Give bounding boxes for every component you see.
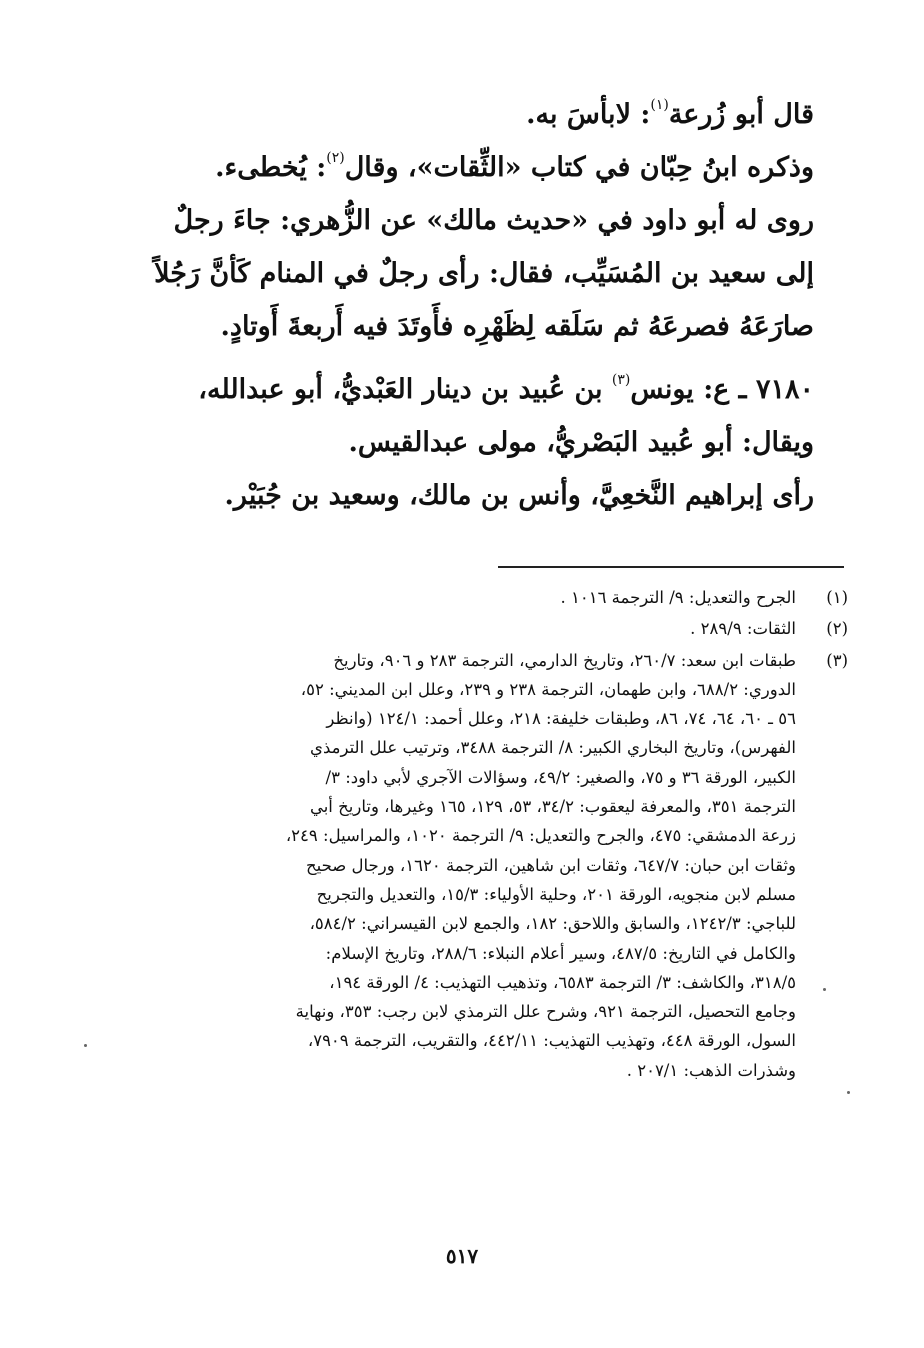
text-line: روى له أبو داود في «حديث مالك» عن الزُّهري: جاءَ رجلٌ <box>173 205 814 236</box>
entry-heading: ٧١٨٠ ـ ع: يونس$^{(٣)}$ بن عُبيد بن دينار العَبْديُّ، أبو عبدالله، <box>198 372 814 405</box>
footnote-line: السول، الورقة ٤٤٨، وتهذيب التهذيب: ٤٤٢/١١، والتقريب، الترجمة ٧٩٠٩، <box>307 1031 796 1051</box>
footnote-number: (٢) <box>826 619 848 639</box>
scan-speck <box>847 1091 850 1094</box>
footnote-line: الدوري: ٦٨٨/٢، وابن طهمان، الترجمة ٢٣٨ و ٢٣٩، وعلل ابن المديني: ٥٢، <box>300 679 796 699</box>
footnote-line: زرعة الدمشقي: ٤٧٥، والجرح والتعديل: ٩/ الترجمة ١٠٢٠، والمراسيل: ٢٤٩، <box>285 826 796 846</box>
footnote-ref[interactable]: (٢) <box>326 150 345 166</box>
footnote-line: طبقات ابن سعد: ٢٦٠/٧، وتاريخ الدارمي، الترجمة ٢٨٣ و ٩٠٦، وتاريخ <box>333 650 796 670</box>
text-line: صارَعَهُ فصرعَهُ ثم سَلَقه لِظَهْرِه فأَوتَدَ فيه أَربعةَ أَوتادٍ. <box>220 311 814 342</box>
footnote-line: الفهرس)، وتاريخ البخاري الكبير: ٨/ الترجمة ٣٤٨٨، وترتيب علل الترمذي <box>310 738 796 758</box>
footnote-line: الكبير، الورقة ٣٦ و ٧٥، والصغير: ٤٩/٢، وسؤالات الآجري لأبي داود: ٣/ <box>325 767 796 787</box>
footnote-line: وثقات ابن حبان: ٦٤٧/٧، وثقات ابن شاهين، الترجمة ١٦٢٠، ورجال صحيح <box>305 855 796 875</box>
footnote-line: وشذرات الذهب: ٢٠٧/١ . <box>626 1060 796 1080</box>
footnote-ref[interactable]: (٣) <box>611 372 631 388</box>
footnote-line: والكامل في التاريخ: ٤٨٧/٥، وسير أعلام النبلاء: ٢٨٨/٦، وتاريخ الإسلام: <box>325 943 796 963</box>
footnote-line: ٥٦ ـ ٦٠، ٦٤، ٧٤، ٨٦، وطبقات خليفة: ٢١٨، وعلل أحمد: ١٢٤/١ (وانظر <box>326 709 796 729</box>
footnote-1 <box>156 583 848 612</box>
footnote-number: (٣) <box>826 650 848 670</box>
text-line: إلى سعيد بن المُسَيِّب، فقال: رأى رجلٌ في المنام كَأنَّ رَجُلاً <box>154 258 814 289</box>
footnote-line: مسلم لابن منجويه، الورقة ٢٠١، وحلية الأولياء: ١٥/٣، والتعديل والتجريح <box>316 884 796 904</box>
footnote-3 <box>156 646 848 1085</box>
footnote-line: وجامع التحصيل، الترجمة ٩٢١، وشرح علل الترمذي لابن رجب: ٣٥٣، ونهاية <box>295 1002 796 1022</box>
text-line: رأى إبراهيم النَّخعِيَّ، وأنس بن مالك، وسعيد بن جُبَيْر. <box>224 480 814 511</box>
footnotes <box>156 583 848 1085</box>
footnote-line: الترجمة ٣٥١، والمعرفة ليعقوب: ٣٤/٢، ٥٣، ١٢٩، ١٦٥ وغيرها، وتاريخ أبي <box>309 797 796 817</box>
footnote-number: (١) <box>826 588 848 607</box>
footnote-2 <box>156 614 848 643</box>
footnote-line: ٣١٨/٥، والكاشف: ٣/ الترجمة ٦٥٨٣، وتذهيب التهذيب: ٤/ الورقة ١٩٤، <box>329 972 796 992</box>
scan-speck <box>823 988 826 991</box>
footnote-divider <box>498 566 844 568</box>
footnote-line: الثقات: ٢٨٩/٩ . <box>690 619 796 639</box>
main-text <box>110 88 814 522</box>
page-number: ٥١٧ <box>445 1244 479 1268</box>
text-line: وذكره ابنُ حِبّان في كتاب «الثِّقات»، وقال$^{(٢)}$: يُخطىء. <box>215 150 814 183</box>
footnote-line: الجرح والتعديل: ٩/ الترجمة ١٠١٦ . <box>560 588 796 607</box>
footnote-ref[interactable]: (١) <box>650 97 669 113</box>
scan-speck <box>84 1044 87 1047</box>
footnote-line: للباجي: ١٢٤٢/٣، والسابق واللاحق: ١٨٢، والجمع لابن القيسراني: ٥٨٤/٢، <box>309 914 796 934</box>
text-line: قال أبو زُرعة$^{(١)}$: لابأسَ به. <box>526 97 814 130</box>
text-line: ويقال: أبو عُبيد البَصْريُّ، مولى عبدالقيس. <box>348 427 814 458</box>
